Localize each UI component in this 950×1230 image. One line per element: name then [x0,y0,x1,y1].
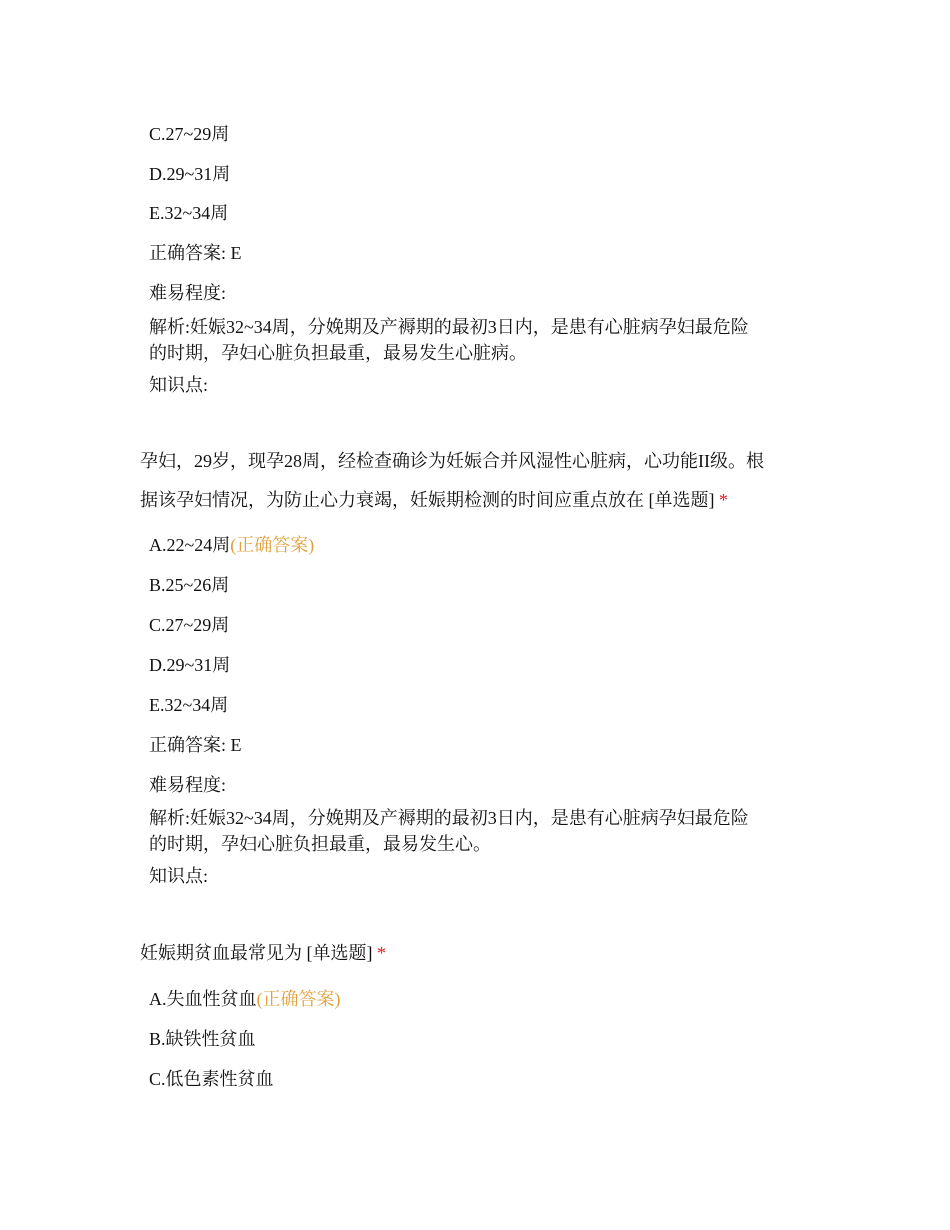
option-b: B.缺铁性贫血 [149,1029,256,1049]
required-mark: * [377,943,386,963]
option-b: B.25~26周 [149,575,230,595]
option-d: D.29~31周 [149,164,231,184]
option-a [149,534,314,556]
option-c: C.27~29周 [149,124,230,144]
option-d: D.29~31周 [149,655,231,675]
correct-answer: 正确答案: E [149,735,242,755]
analysis-line-1: 解析:妊娠32~34周，分娩期及产褥期的最初3日内，是患有心脏病孕妇最危险 [149,808,749,828]
option-c: C.低色素性贫血 [149,1069,274,1089]
analysis-line-2: 的时期，孕妇心脏负担最重，最易发生心。 [149,834,491,854]
question-stem-line-2 [140,489,728,511]
option-e: E.32~34周 [149,695,229,715]
knowledge-label: 知识点: [149,866,209,886]
question-stem-text: 妊娠期贫血最常见为 [单选题] [140,943,373,963]
option-e: E.32~34周 [149,203,229,223]
difficulty-label: 难易程度: [149,283,227,303]
question-stem-text: 据该孕妇情况，为防止心力衰竭，妊娠期检测的时间应重点放在 [单选题] [140,490,715,510]
difficulty-label: 难易程度: [149,775,227,795]
required-mark: * [719,490,728,510]
question-stem [140,942,386,964]
question-stem-line-1: 孕妇，29岁，现孕28周，经检查确诊为妊娠合并风湿性心脏病，心功能II级。根 [140,451,764,471]
option-text: A.失血性贫血 [149,989,257,1009]
analysis-line-2: 的时期，孕妇心脏负担最重，最易发生心脏病。 [149,343,527,363]
analysis-line-1: 解析:妊娠32~34周，分娩期及产褥期的最初3日内，是患有心脏病孕妇最危险 [149,317,749,337]
option-a [149,988,341,1010]
correct-answer: 正确答案: E [149,243,242,263]
knowledge-label: 知识点: [149,375,209,395]
correct-answer-tag: (正确答案) [256,989,341,1009]
correct-answer-tag: (正确答案) [230,535,315,555]
option-text: A.22~24周 [149,535,231,555]
option-c: C.27~29周 [149,615,230,635]
